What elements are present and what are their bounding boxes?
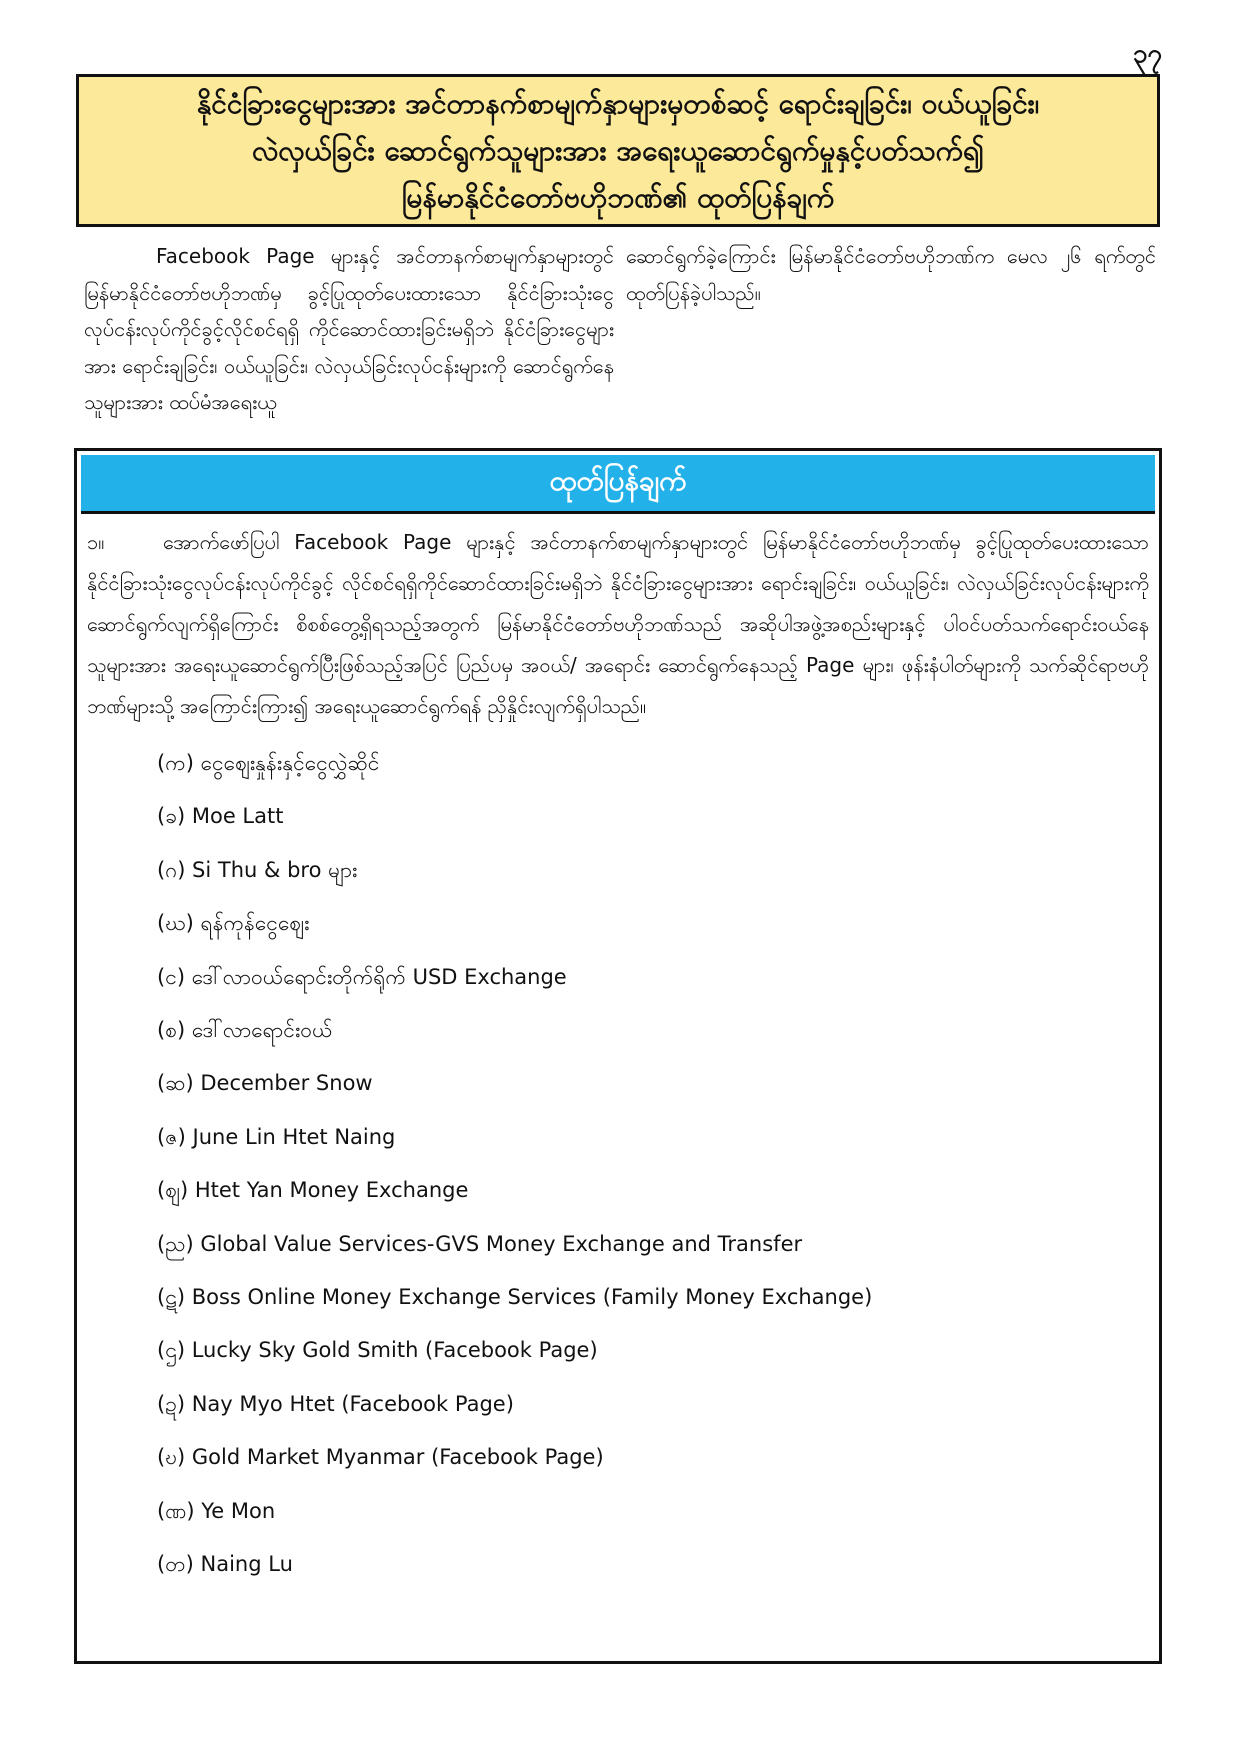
list-item: (ဏ) Ye Mon [157,1498,276,1523]
list-item: (ဆ) December Snow [157,1071,373,1096]
intro-section [84,238,1156,421]
list-item: (ဍ) Nay Myo Htet (Facebook Page) [157,1391,514,1416]
list-item: (ဇ) June Lin Htet Naing [157,1124,396,1149]
list-item: (ဎ) Gold Market Myanmar (Facebook Page) [157,1445,604,1470]
list-item: (စ) ဒေါ်လာရောင်းဝယ် [157,1018,333,1043]
list-item: (ဋ) Boss Online Money Exchange Services (Family Money Exchange) [157,1285,873,1310]
statement-header [81,455,1155,514]
list-item: (ဈ) Htet Yan Money Exchange [157,1178,469,1203]
title-line-2: လဲလှယ်ခြင်း ဆောင်ရွက်သူများအား အရေးယူဆောင်ရွက်မှုနှင့်ပတ်သက်၍ [251,134,985,167]
statement-header-label: ထုတ်ပြန်ချက် [549,464,687,497]
statement-box [74,448,1162,1664]
list-item: (ဌ) Lucky Sky Gold Smith (Facebook Page) [157,1338,598,1363]
statement-paragraph [87,522,1149,727]
paragraph-text: အောက်ဖော်ပြပါ Facebook Page များနှင့် အင်တာနက်စာမျက်နှာများတွင် မြန်မာနိုင်ငံတော်ဗဟိုဘဏ်မှ ခွင့်ပြုထုတ်ပေးထားသော နိုင်ငံခြားသုံးငွေလုပ်ငန်းလုပ်ကိုင်ခွင့် လိုင်စင်ရရှိကိုင်ဆောင်ထားခြင်းမရှိဘဲ နိုင်ငံခြားငွေများအား ရောင်းချခြင်း၊ ဝယ်ယူခြင်း၊ လဲလှယ်ခြင်းလုပ်ငန်းများကို ဆောင်ရွက်လျက်ရှိကြောင်း စိစစ်တွေ့ရှိရသည့်အတွက် မြန်မာနိုင်ငံတော်ဗဟိုဘဏ်သည် အဆိုပါအဖွဲ့အစည်းများနှင့် ပါဝင်ပတ်သက်ရောင်းဝယ်နေသူများအား အရေးယူဆောင်ရွက်ပြီးဖြစ်သည့်အပြင် ပြည်ပမှ အဝယ်/ အရောင်း ဆောင်ရွက်နေသည့် Page များ၊ ဖုန်းနံပါတ်များကို သက်ဆိုင်ရာဗဟိုဘဏ်များသို့ အကြောင်းကြား၍ အရေးယူဆောင်ရွက်ရန် ညှိနှိုင်းလျက်ရှိပါသည်။ [87,530,1149,718]
paragraph-number: ၁။ [87,530,105,554]
title-line-3: မြန်မာနိုင်ငံတော်ဗဟိုဘဏ်၏ ထုတ်ပြန်ချက် [401,181,835,214]
list-item: (ဃ) ရန်ကုန်ငွေဈေး [157,911,310,936]
intro-left-text: Facebook Page များနှင့် အင်တာနက်စာမျက်နှာများတွင် မြန်မာနိုင်ငံတော်ဗဟိုဘဏ်မှ ခွင့်ပြုထုတ်ပေးထားသော နိုင်ငံခြားသုံးငွေလုပ်ငန်းလုပ်ကိုင်ခွင့်လိုင်စင်ရရှိ ကိုင်ဆောင်ထားခြင်းမရှိဘဲ နိုင်ငံခြားငွေများအား ရောင်းချခြင်း၊ ဝယ်ယူခြင်း၊ လဲလှယ်ခြင်းလုပ်ငန်းများကို ဆောင်ရွက်နေသူများအား ထပ်မံအရေးယူ [84,244,614,414]
intro-left-column [84,238,614,421]
list-item: (င) ဒေါ်လာဝယ်ရောင်းတိုက်ရိုက် USD Exchange [157,964,567,989]
intro-right-column: ဆောင်ရွက်ခဲ့ကြောင်း မြန်မာနိုင်ငံတော်ဗဟိုဘဏ်က မေလ ၂၆ ရက်တွင်ထုတ်ပြန်ခဲ့ပါသည်။ [626,244,1156,305]
entity-list [157,737,1159,1592]
title-line-1: နိုင်ငံခြားငွေများအား အင်တာနက်စာမျက်နှာများမှတစ်ဆင့် ရောင်းချခြင်း၊ ဝယ်ယူခြင်း၊ [196,87,1040,120]
list-item: (ည) Global Value Services-GVS Money Exchange and Transfer [157,1231,803,1256]
list-item: (ဂ) Si Thu & bro များ [157,857,358,882]
page-number: ၃၇ [1132,39,1162,69]
title-box [76,74,1160,227]
list-item: (ခ) Moe Latt [157,804,284,829]
list-item: (တ) Naing Lu [157,1552,293,1577]
list-item: (က) ငွေဈေးနှုန်းနှင့်ငွေလွှဲဆိုင် [157,751,380,775]
